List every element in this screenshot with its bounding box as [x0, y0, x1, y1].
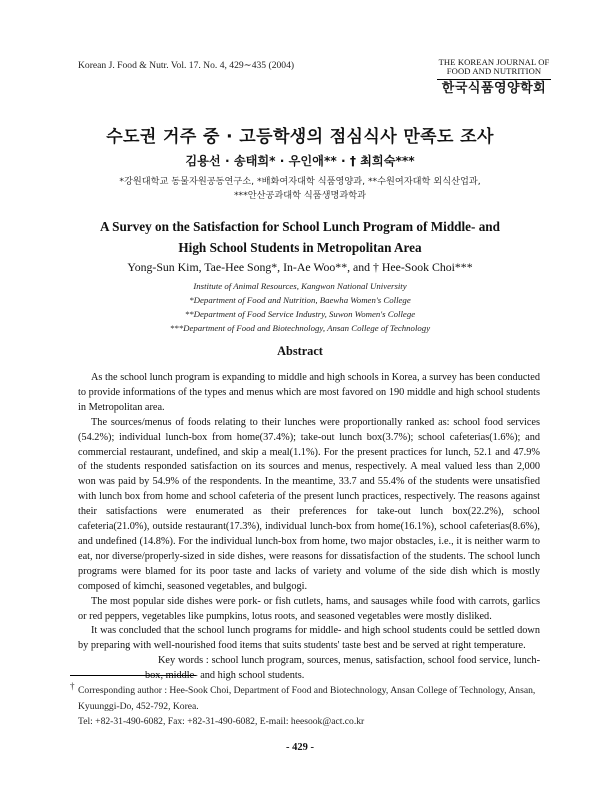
english-title-line2: High School Students in Metropolitan Area	[178, 240, 422, 255]
footnote-contact: Tel: +82-31-490-6082, Fax: +82-31-490-6082, E-mail: heesook@act.co.kr	[78, 716, 365, 727]
korean-affiliation-line1: *강원대학교 동물자원공동연구소, *배화여자대학 식품영양과, **수원여자대학 외식산업과,	[119, 176, 481, 187]
abstract-body	[78, 371, 540, 684]
journal-name-en-line2: FOOD AND NUTRITION	[446, 66, 542, 77]
page-number: - 429 -	[286, 742, 314, 753]
journal-logo-divider	[437, 79, 551, 80]
english-affiliation-1: Institute of Animal Resources, Kangwon National University	[193, 281, 407, 291]
abstract-heading: Abstract	[277, 344, 323, 358]
journal-logo-block	[437, 58, 551, 96]
korean-authors: 김용선 · 송태희* · 우인애** · † 최희숙***	[185, 154, 415, 168]
journal-citation: Korean J. Food & Nutr. Vol. 17. No. 4, 429∼435 (2004)	[78, 60, 295, 71]
keywords-text: school lunch program, sources, menus, satisfaction, school food service, lunch- box, middle- and high school students.	[145, 655, 541, 682]
dagger-symbol: †	[70, 681, 75, 691]
english-authors: Yong-Sun Kim, Tae-Hee Song*, In-Ae Woo**, and † Hee-Sook Choi***	[127, 260, 473, 274]
english-affiliation-3: **Department of Food Service Industry, Suwon Women's College	[184, 309, 416, 319]
korean-title: 수도권 거주 중 · 고등학생의 점심식사 만족도 조사	[106, 127, 494, 147]
english-title-line1: A Survey on the Satisfaction for School Lunch Program of Middle- and	[100, 219, 500, 234]
abstract-paragraph-2: The sources/menus of foods relating to their lunches were proportionally ranked as: school food services (54.2%); individual lunch-box from home(37.4%); take-out lunch box(3.7%); school cafeterias(1.6%); and commercial restaurant, undefined, and skip a meal(1.1%). For the present practices for lunch, 52.1 and 47.9% of the students responded satisfaction on its sources and menus, respectively. A meal valued less than 2,000 won was paid by 54.9% of the respondents. In the meantime, 33.7 and 55.4% of the students were unsatisfied with lunch box from home and school cafeteria of the present lunch practices, respectively. The reasons against their satisfactions were enumerated as their preferences for take-out lunch box(22.2%), school cafeteria(21.0%), outside restaurant(17.3%), individual lunch-box from home(16.1%), school cafeterias(8.6%), and undefined (14.8%). For the individual lunch-box from home, two major obstacles, i.e., it is neither warm to eat, nor diverse/properly-sized in side dishes, were reasons for dissatisfaction of the students. The school lunch programs were blamed for its poor taste and lacks of variety and volume of the side dish which is mostly composed of kimchi, seasoned vegetables, and bulgogi.	[78, 416, 540, 592]
abstract-paragraph-3: The most popular side dishes were pork- or fish cutlets, hams, and sausages while food with carrots, garlics or red peppers, vegetables like pumpkins, lotus roots, and seasoned vegetables were mostly disliked.	[78, 595, 540, 622]
english-affiliation-2: *Department of Food and Nutrition, Baewha Women's College	[189, 295, 411, 305]
english-title	[60, 216, 540, 258]
abstract-paragraph-4: It was concluded that the school lunch programs for middle- and high school students could be settled down by preparing with well-nourished food items that suits students' taste best and be served at right temperature.	[78, 625, 540, 652]
corresponding-author-footnote	[70, 681, 550, 730]
english-affiliation-4: ***Department of Food and Biotechnology, Ansan College of Technology	[169, 323, 431, 333]
abstract-paragraph-1: As the school lunch program is expanding to middle and high schools in Korea, a survey has been conducted to provide informations of the types and menus which are most favored on 190 middle and high school students in Metropolitan area.	[78, 372, 540, 413]
footnote-line1: Corresponding author : Hee-Sook Choi, Department of Food and Biotechnology, Ansan College of Technology, Ansan, Kyuunggi-Do, 452-792, Korea.	[78, 685, 536, 712]
journal-name-en-line1: THE KOREAN JOURNAL OF	[438, 57, 550, 67]
keywords-label: Key words :	[158, 655, 209, 667]
keywords	[78, 654, 540, 684]
footnote-divider	[70, 675, 196, 676]
journal-name-ko: 한국식품영양학회	[441, 81, 547, 97]
korean-affiliation-line2: ***안산공과대학 식품생명과학과	[233, 190, 367, 201]
